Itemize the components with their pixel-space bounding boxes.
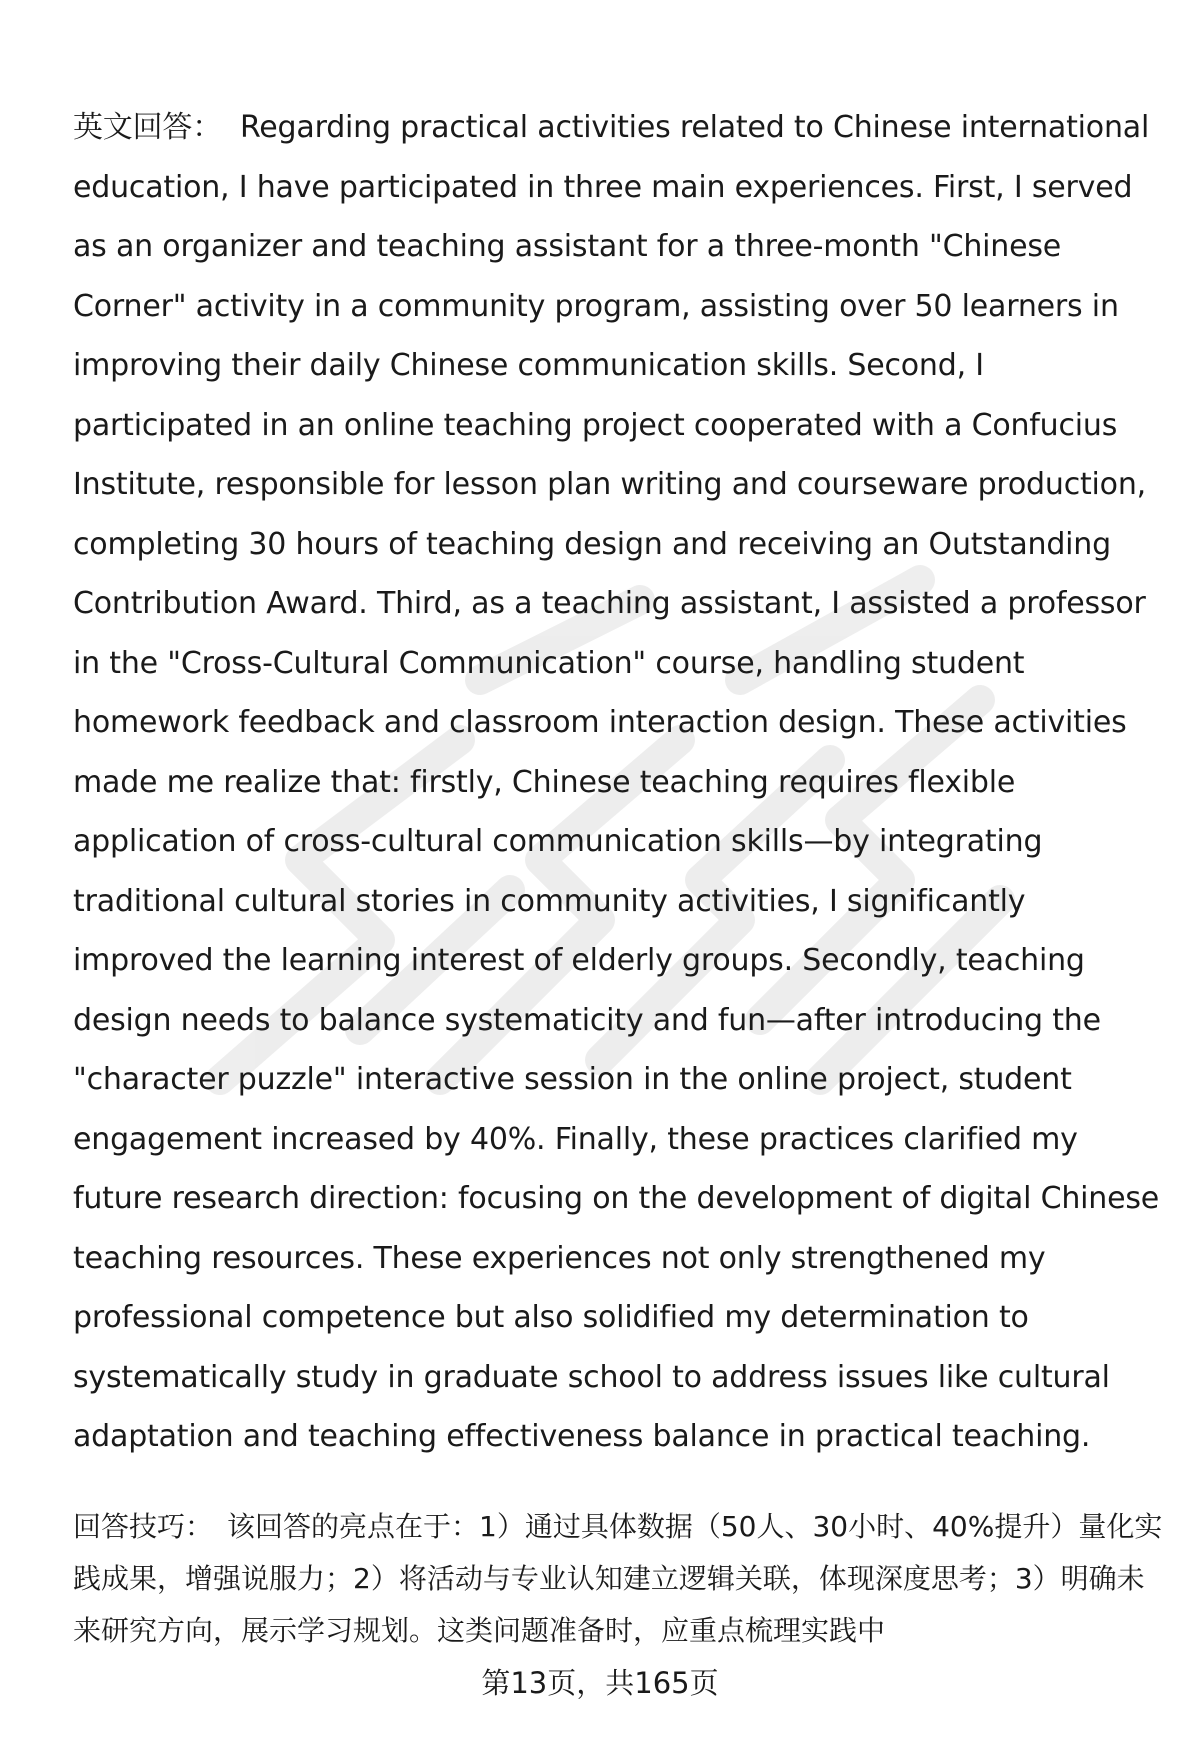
page-number-footer: 第13页，共165页 bbox=[481, 1666, 719, 1700]
answer-tips-label: 回答技巧： bbox=[73, 1509, 214, 1543]
answer-tips-paragraph bbox=[73, 1501, 1163, 1657]
english-answer-paragraph bbox=[73, 98, 1163, 1467]
page-content bbox=[73, 98, 1163, 1657]
english-answer-label: 英文回答： bbox=[73, 110, 222, 145]
answer-tips-text: 该回答的亮点在于：1）通过具体数据（50人、30小时、40%提升）量化实践成果，增强说服力；2）将活动与专业认知建立逻辑关联，体现深度思考；3）明确未来研究方向，展示学习规划。这类问题准备时，应重点梳理实践中 bbox=[73, 1509, 1163, 1647]
english-answer-text: Regarding practical activities related to Chinese international education, I have participated in three main experiences. First, I served as an organizer and teaching assistant for a three-month "Chinese Corner" activity in a community program, assisting over 50 learners in improving their daily Chinese communication skills. Second, I participated in an online teaching project cooperated with a Confucius Institute, responsible for lesson plan writing and courseware production, completing 30 hours of teaching design and receiving an Outstanding Contribution Award. Third, as a teaching assistant, I assisted a professor in the "Cross-Cultural Communication" course, handling student homework feedback and classroom interaction design. These activities made me realize that: firstly, Chinese teaching requires flexible application of cross-cultural communication skills—by integrating traditional cultural stories in community activities, I significantly improved the learning interest of elderly groups. Secondly, teaching design needs to balance systematicity and fun—after introducing the "character puzzle" interactive session in the online project, student engagement increased by 40%. Finally, these practices clarified my future research direction: focusing on the development of digital Chinese teaching resources. These experiences not only strengthened my professional competence but also solidified my determination to systematically study in graduate school to address issues like cultural adaptation and teaching effectiveness balance in practical teaching. bbox=[73, 110, 1160, 1454]
